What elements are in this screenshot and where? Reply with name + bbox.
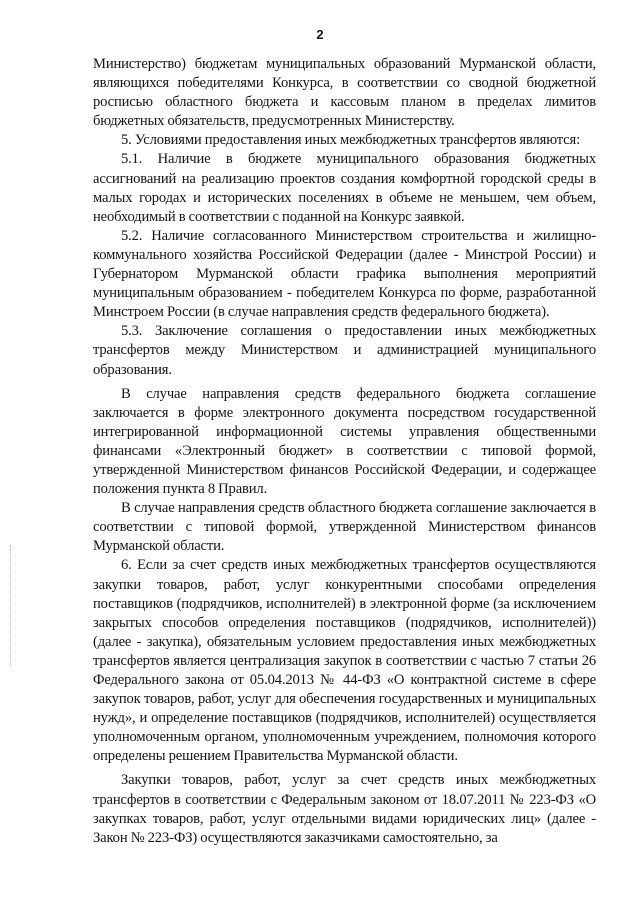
paragraph: 5.3. Заключение соглашения о предоставлении иных межбюджетных трансфертов между Министерством и администрацией муниципального образования. [93,323,596,378]
paragraph: 5. Условиями предоставления иных межбюджетных трансфертов являются: [121,132,580,149]
page-number: 2 [316,27,324,42]
paragraph: В случае направления средств федерального бюджета соглашение заключается в форме электронного документа посредством государственной интегрированной информационной системы управления общественными финансами «Электронный бюджет» в соответствии с типовой формой, утвержденной Министерством финансов Российской Федерации, и содержащее положения пункта 8 Правил. [93,385,596,498]
body-text [93,55,596,848]
paragraph: Закупки товаров, работ, услуг за счет средств иных межбюджетных трансфертов в соответствии с Федеральным законом от 18.07.2011 № 223-ФЗ «О закупках товаров, работ, услуг отдельными видами юридических лиц» (далее - Закон № 223-ФЗ) осуществляются заказчиками самостоятельно, за [93,772,596,846]
paragraph: Министерство) бюджетам муниципальных образований Мурманской области, являющихся победителями Конкурса, в соответствии со сводной бюджетной росписью областного бюджета и кассовым планом в пределах лимитов бюджетных обязательств, предусмотренных Министерству. [93,56,596,130]
paragraph: В случае направления средств областного бюджета соглашение заключается в соответствии с типовой формой, утвержденной Министерством финансов Мурманской области. [93,500,596,555]
margin-marks [10,545,13,665]
paragraph: 6. Если за счет средств иных межбюджетных трансфертов осуществляются закупки товаров, работ, услуг конкурентными способами определения поставщиков (подрядчиков, исполнителей) в электронной форме (за исключением закрытых способов определения поставщиков (подрядчиков, исполнителей)) (далее - закупка), обязательным условием предоставления иных межбюджетных трансфертов является централизация закупок в соответствии с частью 7 статьи 26 Федерального закона от 05.04.2013 № 44-ФЗ «О контрактной системе в сфере закупок товаров, работ, услуг для обеспечения государственных и муниципальных нужд», и определение поставщиков (подрядчиков, исполнителей) осуществляется уполномоченным органом, уполномоченным учреждением, полномочия которого определены решением Правительства Мурманской области. [93,557,596,765]
paragraph: 5.2. Наличие согласованного Министерством строительства и жилищно-коммунального хозяйства Российской Федерации (далее - Минстрой России) и Губернатором Мурманской области графика выполнения мероприятий муниципальным образованием - победителем Конкурса по форме, разработанной Минстроем России (в случае направления средств федерального бюджета). [93,227,596,321]
paragraph: 5.1. Наличие в бюджете муниципального образования бюджетных ассигнований на реализацию проектов создания комфортной городской среды в малых городах и исторических поселениях в объеме не меньшем, чем объем, необходимый в соответствии с поданной на Конкурс заявкой. [93,151,596,225]
